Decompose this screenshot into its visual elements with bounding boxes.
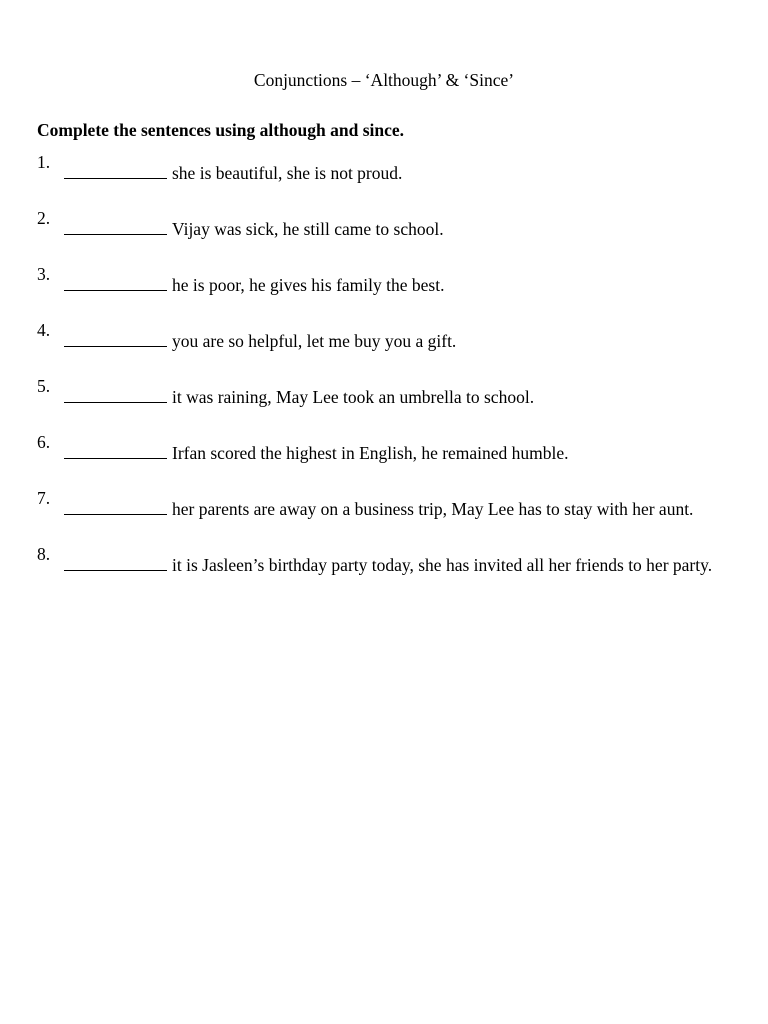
question-item [37,319,737,364]
question-text: Vijay was sick, he still came to school. [172,218,444,239]
answer-blank[interactable] [64,219,167,235]
question-number: 5. [37,375,51,396]
question-number: 4. [37,319,51,340]
question-item [37,207,737,252]
worksheet-instruction: Complete the sentences using although and since. [37,120,405,140]
question-list [37,151,737,611]
question-text: her parents are away on a business trip, May Lee has to stay with her aunt. [172,499,694,520]
question-item [37,375,737,420]
question-number: 8. [37,544,51,565]
answer-blank[interactable] [64,499,167,515]
question-item [37,263,737,308]
answer-blank[interactable] [64,163,167,179]
question-text: she is beautiful, she is not proud. [172,162,403,183]
question-number: 7. [37,488,51,509]
question-text: it was raining, May Lee took an umbrella to school. [172,386,535,407]
question-text: it is Jasleen’s birthday party today, she has invited all her friends to her party. [172,555,713,576]
answer-blank[interactable] [64,555,167,571]
question-item [37,151,737,196]
question-text: Irfan scored the highest in English, he remained humble. [172,442,569,463]
question-text: he is poor, he gives his family the best. [172,274,445,295]
answer-blank[interactable] [64,275,167,291]
question-item [37,431,737,476]
question-number: 6. [37,431,51,452]
question-number: 2. [37,207,51,228]
answer-blank[interactable] [64,331,167,347]
question-number: 3. [37,263,51,284]
question-text: you are so helpful, let me buy you a gift. [172,330,457,351]
worksheet-title: Conjunctions – ‘Although’ & ‘Since’ [253,70,515,90]
question-number: 1. [37,151,51,172]
answer-blank[interactable] [64,443,167,459]
answer-blank[interactable] [64,387,167,403]
question-item [37,543,737,588]
question-item [37,487,737,532]
